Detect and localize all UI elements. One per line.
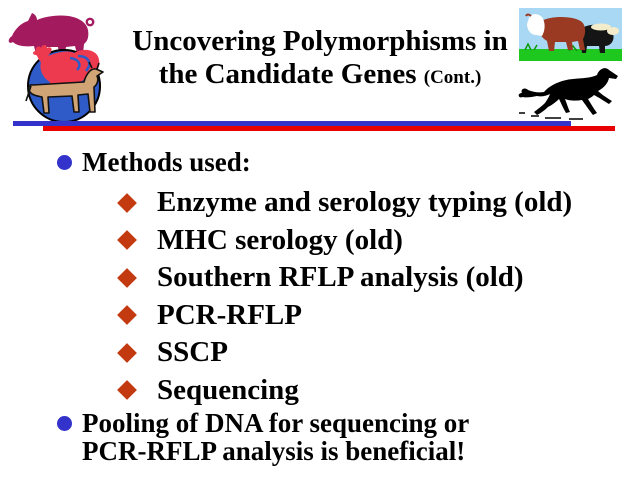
diamond-bullet-icon [114, 377, 140, 403]
grass [519, 49, 622, 61]
method-item-label: MHC serology (old) [157, 223, 403, 256]
method-item-label: Enzyme and serology typing (old) [157, 186, 573, 219]
motion-dashes [519, 113, 583, 119]
method-item [114, 222, 572, 260]
conclusion-text [82, 409, 469, 465]
horse-image [517, 66, 627, 122]
page-title [118, 25, 522, 94]
cattle-image [519, 8, 622, 61]
methods-heading [57, 147, 251, 178]
farm-animals-logo [6, 6, 118, 126]
diamond-bullet-icon [114, 227, 140, 253]
round-bullet-icon [57, 155, 72, 170]
round-bullet-icon [57, 416, 72, 431]
conclusion-bullet [57, 409, 469, 465]
diamond-bullet-icon [114, 265, 140, 291]
conclusion-line2: PCR-RFLP analysis is beneficial! [82, 436, 466, 466]
diamond-bullet-icon [114, 340, 140, 366]
method-item-label: Sequencing [157, 373, 299, 406]
method-item [114, 372, 572, 410]
method-item [114, 259, 572, 297]
title-line2: the Candidate Genes (Cont.) [158, 58, 482, 90]
method-item-label: PCR-RFLP [157, 298, 302, 331]
methods-list [114, 184, 572, 409]
pig-rooster-cow-logo-icon [6, 6, 118, 126]
methods-heading-label: Methods used: [82, 147, 251, 177]
method-item [114, 184, 572, 222]
cattle-pasture-icon [519, 8, 622, 61]
title-cont-label: (Cont.) [423, 67, 482, 88]
conclusion-line1: Pooling of DNA for sequencing or [82, 408, 470, 438]
horse-silhouette [519, 68, 618, 115]
method-item [114, 334, 572, 372]
galloping-horse-icon [517, 66, 627, 122]
pig-tail-icon [87, 19, 93, 25]
method-item-label: SSCP [157, 336, 228, 369]
method-item-label: Southern RFLP analysis (old) [157, 261, 524, 294]
divider-line-red [43, 126, 615, 131]
diamond-bullet-icon [114, 302, 140, 328]
title-line1: Uncovering Polymorphisms in [132, 25, 508, 57]
diamond-bullet-icon [114, 190, 140, 216]
method-item [114, 297, 572, 335]
